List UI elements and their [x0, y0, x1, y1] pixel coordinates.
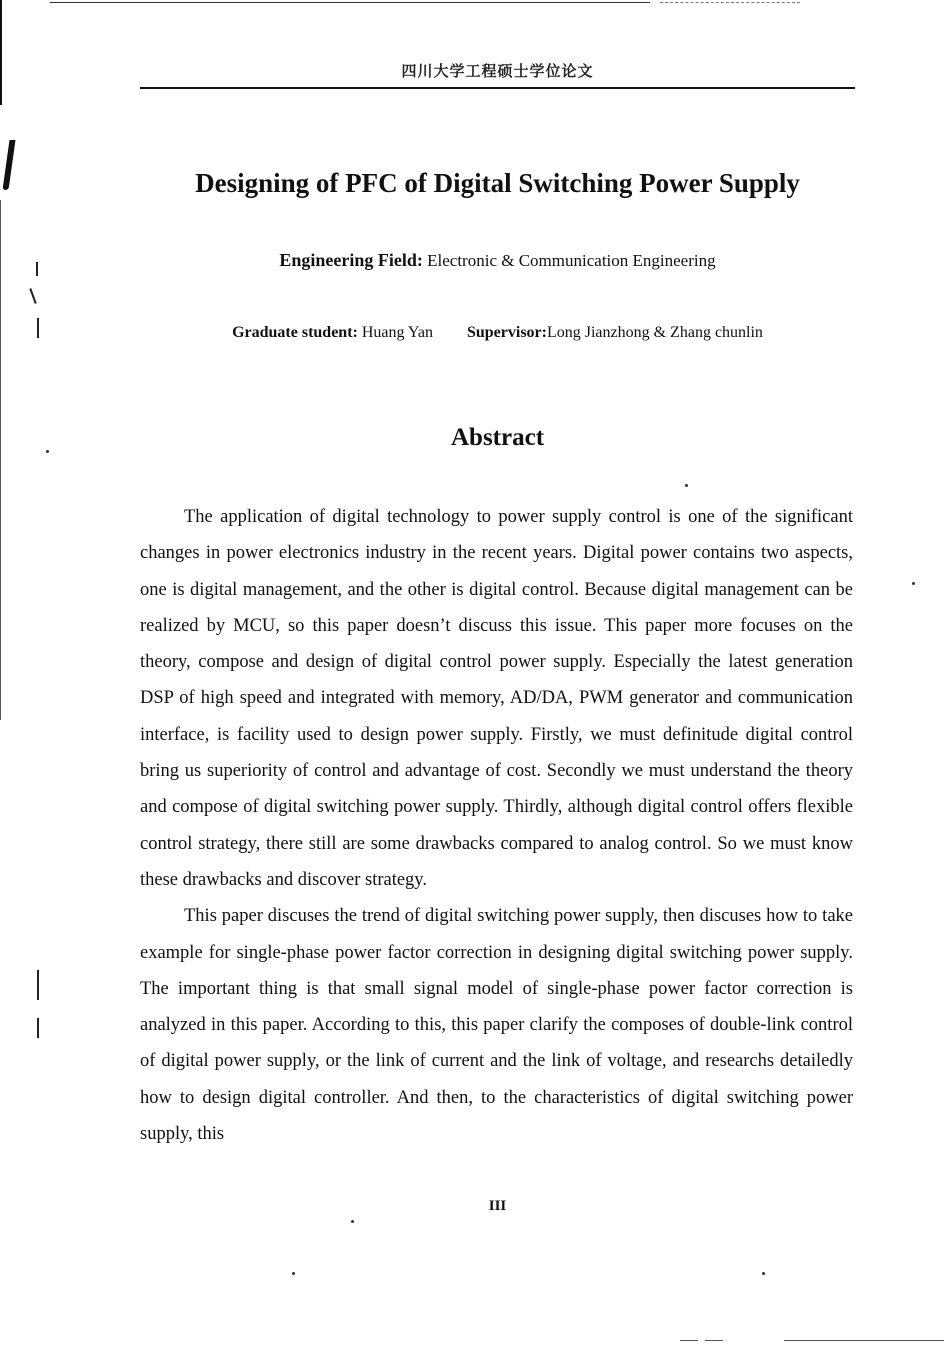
- scan-mark: [37, 970, 39, 1000]
- abstract-body: [140, 499, 853, 1152]
- header-rule: [140, 87, 855, 89]
- abstract-paragraph: This paper discuses the trend of digital switching power supply, then discuses how to take example for single-phase power factor correction in designing digital switching power supply. The important thing is that small signal model of single-phase power factor correction is analyzed in this paper. According to this, this paper clarify the composes of double-link control of digital power supply, or the link of current and the link of voltage, and researchs detailedly how to design digital controller. And then, to the characteristics of digital switching power supply, this: [140, 906, 853, 1145]
- supervisor-names: Long Jianzhong & Zhang chunlin: [546, 324, 763, 341]
- scan-margin-line: [0, 200, 1, 720]
- student-label: Graduate student:: [232, 324, 358, 341]
- abstract-paragraph: The application of digital technology to power supply control is one of the significant changes in power electronics industry in the recent years. Digital power contains two aspects, one is digital management, and the other is digital control. Because digital management can be realized by MCU, so this paper doesn’t discuss this issue. This paper more focuses on the theory, compose and design of digital control power supply. Especially the latest generation DSP of high speed and integrated with memory, AD/DA, PWM generator and communication interface, is facility used to design power supply. Firstly, we must definitude digital control bring us superiority of control and advantage of cost. Secondly we must understand the theory and compose of digital switching power supply. Thirdly, although digital control offers flexible control strategy, there still are some drawbacks compared to analog control. So we must know these drawbacks and discover strategy.: [140, 507, 853, 890]
- student-name: Huang Yan: [361, 324, 433, 341]
- scan-mark: [37, 1018, 39, 1038]
- paper-title: Designing of PFC of Digital Switching Power Supply: [195, 168, 800, 198]
- running-header: 四川大学工程硕士学位论文: [401, 62, 594, 80]
- binding-mark: [2, 140, 15, 190]
- scan-top-rule: [50, 2, 650, 3]
- scan-bottom-dash: [680, 1340, 698, 1341]
- scan-speck: [292, 1272, 295, 1275]
- page-number: III: [488, 1198, 507, 1214]
- abstract-heading: Abstract: [450, 424, 545, 451]
- scan-bottom-dash: [705, 1340, 723, 1341]
- supervisor-label: Supervisor:: [466, 324, 547, 341]
- scan-speck: [46, 450, 49, 453]
- scan-margin-line: [0, 0, 2, 105]
- scan-bottom-dash: [784, 1340, 944, 1341]
- field-label: Engineering Field:: [279, 250, 423, 270]
- scan-speck: [762, 1272, 765, 1275]
- author-line: [140, 324, 855, 342]
- engineering-field: [140, 250, 855, 271]
- scan-speck: [351, 1220, 354, 1223]
- scan-top-dash: [660, 2, 800, 3]
- scan-speck: [912, 582, 915, 585]
- scan-speck: [685, 484, 688, 487]
- scan-mark: [36, 262, 38, 276]
- field-value: Electronic & Communication Engineering: [427, 251, 716, 270]
- scan-mark: [37, 318, 39, 338]
- scan-mark: [29, 288, 36, 304]
